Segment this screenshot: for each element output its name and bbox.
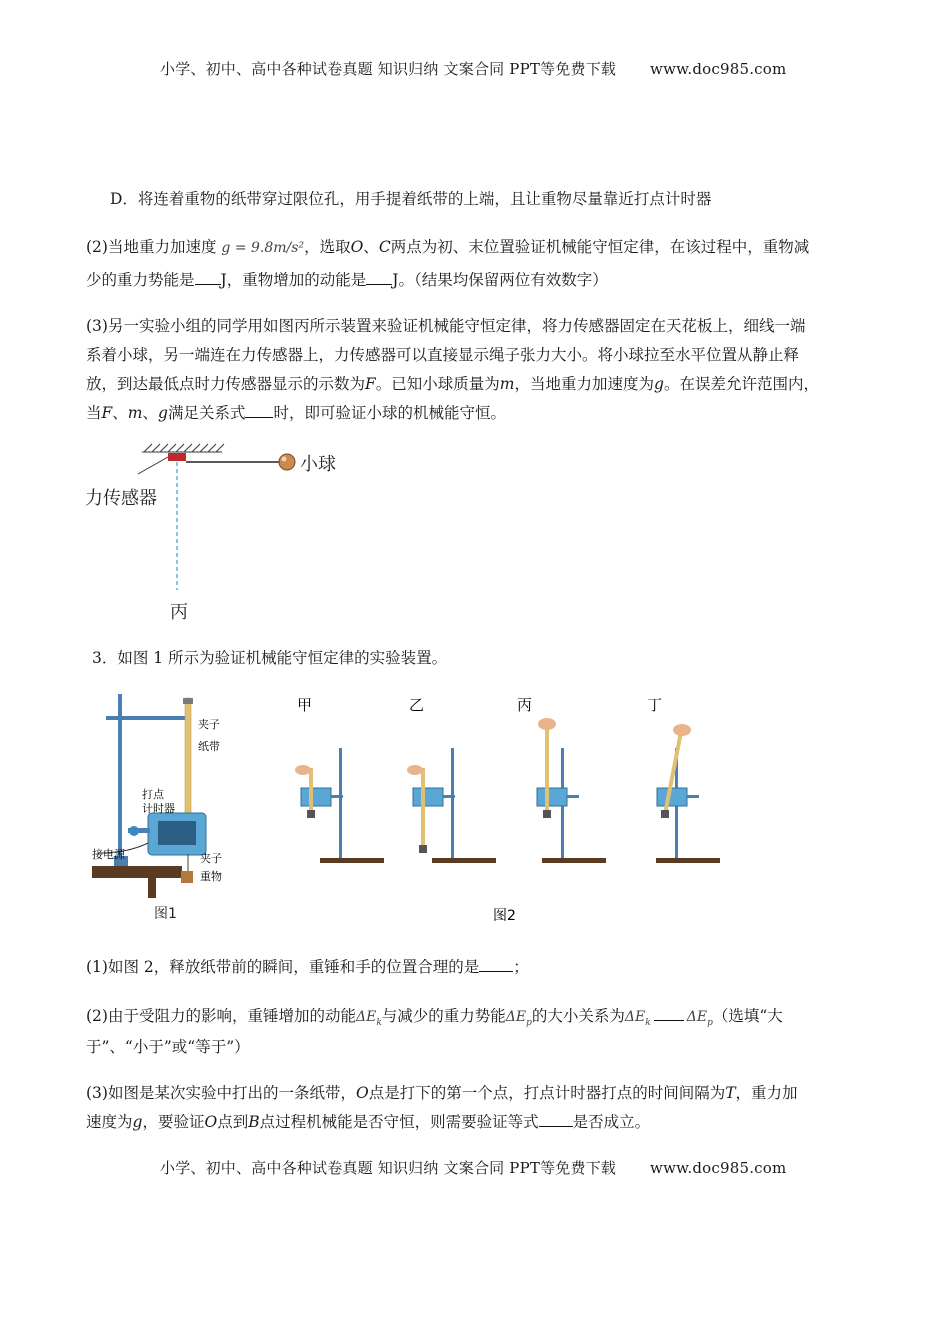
header-url[interactable]: www.doc985.com bbox=[650, 60, 787, 78]
q3-p3-1a: (3)如图是某次实验中打出的一条纸带， bbox=[86, 1084, 356, 1102]
point-o-q3: O bbox=[355, 1084, 369, 1102]
table-top bbox=[92, 866, 182, 878]
q3-part1 bbox=[86, 953, 529, 982]
var-f-2: F bbox=[101, 404, 113, 422]
l3a: 放，到达最低点时力传感器显示的示数为 bbox=[86, 375, 366, 393]
q3-p2-a: (2)由于受阻力的影响，重锤增加的动能 bbox=[86, 1007, 356, 1025]
l4b: 、 bbox=[112, 404, 128, 422]
ek-sub: k bbox=[376, 1018, 382, 1029]
q2-part3-line4 bbox=[86, 399, 506, 428]
q3-p3-2c: 点到 bbox=[217, 1113, 249, 1131]
blank-equation[interactable] bbox=[539, 1110, 573, 1127]
weight bbox=[181, 871, 193, 883]
panel-yi bbox=[407, 748, 496, 863]
point-o: O bbox=[350, 238, 364, 256]
figure-1-apparatus bbox=[88, 688, 248, 928]
ball bbox=[279, 454, 295, 470]
q2-part2-post: 两点为初、末位置验证机械能守恒定律，在该过程中，重物减 bbox=[390, 238, 810, 256]
label-clip-top: 夹子 bbox=[198, 718, 220, 731]
ek-sub-2: k bbox=[645, 1018, 651, 1029]
sensor-leader bbox=[138, 457, 168, 474]
l4d: 满足关系式 bbox=[167, 404, 246, 422]
q2-part2-mid: ，选取 bbox=[304, 238, 351, 256]
delta-ep: ΔE bbox=[505, 1009, 527, 1025]
figure-2-panels bbox=[285, 690, 755, 930]
page-header bbox=[160, 58, 786, 79]
q2-part2-line2 bbox=[86, 266, 608, 295]
ep-sub-2: p bbox=[707, 1018, 713, 1029]
label-timer-1: 打点 bbox=[142, 788, 164, 801]
var-g-q3: g bbox=[132, 1113, 143, 1131]
stand-arm bbox=[106, 716, 188, 720]
option-d: D．将连着重物的纸带穿过限位孔，用手提着纸带的上端，且让重物尽量靠近打点计时器 bbox=[110, 190, 712, 208]
l4e: 时，即可验证小球的机械能守恒。 bbox=[273, 404, 506, 422]
panel-label-ding: 丁 bbox=[647, 696, 663, 714]
delta-ek-2: ΔE bbox=[624, 1009, 646, 1025]
q2-part2-line1 bbox=[86, 233, 809, 263]
q2-part2-l2c: J。（结果均保留两位有效数字） bbox=[392, 271, 608, 289]
footer-url[interactable]: www.doc985.com bbox=[650, 1159, 787, 1177]
var-f: F bbox=[365, 375, 376, 393]
ep-sub: p bbox=[526, 1018, 532, 1029]
point-c: C bbox=[378, 238, 391, 256]
q2-part2-l2b: J，重物增加的动能是 bbox=[220, 271, 367, 289]
page-footer bbox=[160, 1157, 786, 1178]
l3c: ，当地重力加速度为 bbox=[514, 375, 655, 393]
q2-part3-line3 bbox=[86, 370, 819, 399]
q3-p2-c: 的大小关系为 bbox=[531, 1007, 625, 1025]
label-timer-2: 计时器 bbox=[142, 802, 175, 815]
timer-face bbox=[158, 821, 196, 845]
delta-ep-2: ΔE bbox=[686, 1009, 708, 1025]
point-b: B bbox=[248, 1113, 260, 1131]
l4a: 当 bbox=[86, 404, 102, 422]
pendulum-figure bbox=[80, 440, 380, 630]
blank-relation[interactable] bbox=[245, 401, 273, 418]
l3b: 。已知小球质量为 bbox=[375, 375, 500, 393]
sep: 、 bbox=[363, 238, 379, 256]
q3-part3-line2 bbox=[86, 1108, 650, 1137]
l3d: 。在误差允许范围内， bbox=[663, 375, 819, 393]
label-clip-bottom: 夹子 bbox=[200, 852, 222, 865]
gravity-formula: g = 9.8m/s² bbox=[221, 240, 305, 256]
var-m-2: m bbox=[127, 404, 143, 422]
panel-jia bbox=[295, 748, 384, 863]
label-weight: 重物 bbox=[200, 870, 222, 883]
panel-ding bbox=[656, 724, 720, 863]
ball-label: 小球 bbox=[300, 454, 336, 475]
q3-part1-post: ； bbox=[513, 958, 529, 976]
q3-p2-d: （选填“大 bbox=[712, 1007, 783, 1025]
q3-p3-1b: 点是打下的第一个点，打点计时器打点的时间间隔为 bbox=[368, 1084, 726, 1102]
q3-p3-1c: ，重力加 bbox=[735, 1084, 798, 1102]
q3-part1-text: (1)如图 2，释放纸带前的瞬间，重锤和手的位置合理的是 bbox=[86, 958, 480, 976]
panel-label-bing: 丙 bbox=[517, 696, 533, 714]
var-g: g bbox=[654, 375, 664, 393]
panel-label-jia: 甲 bbox=[297, 696, 313, 714]
delta-ek: ΔE bbox=[355, 1009, 377, 1025]
q3-p3-2e: 是否成立。 bbox=[572, 1113, 651, 1131]
blank-position-choice[interactable] bbox=[479, 955, 513, 972]
top-clip bbox=[183, 698, 193, 704]
var-t: T bbox=[725, 1084, 736, 1102]
figure-caption-bing: 丙 bbox=[170, 602, 188, 623]
var-g-2: g bbox=[158, 404, 168, 422]
q2-part3-line2: 系着小球，另一端连在力传感器上，力传感器可以直接显示绳子张力大小。将小球拉至水平位置从静止释 bbox=[86, 346, 800, 364]
label-power: 接电源 bbox=[92, 848, 125, 861]
q3-p3-2a: 速度为 bbox=[86, 1113, 133, 1131]
label-paper-tape: 纸带 bbox=[198, 740, 220, 753]
q2-part2-pre: (2)当地重力加速度 bbox=[86, 238, 217, 256]
var-m: m bbox=[499, 375, 515, 393]
q3-part3-line1 bbox=[86, 1079, 798, 1108]
header-text: 小学、初中、高中各种试卷真题 知识归纳 文案合同 PPT等免费下载 bbox=[160, 60, 617, 78]
l4c: 、 bbox=[142, 404, 159, 422]
panel-label-yi: 乙 bbox=[409, 696, 425, 714]
q3-intro: 3．如图 1 所示为验证机械能守恒定律的实验装置。 bbox=[92, 649, 448, 667]
blank-potential-energy[interactable] bbox=[195, 268, 221, 285]
footer-text: 小学、初中、高中各种试卷真题 知识归纳 文案合同 PPT等免费下载 bbox=[160, 1159, 617, 1177]
panel-bing bbox=[537, 718, 606, 863]
q3-part2-line2: 于”、“小于”或“等于”） bbox=[86, 1038, 250, 1056]
force-sensor bbox=[168, 453, 186, 461]
ceiling-hatch bbox=[142, 444, 224, 452]
blank-comparison[interactable] bbox=[654, 1004, 684, 1021]
q3-p2-b: 与减少的重力势能 bbox=[381, 1007, 506, 1025]
blank-kinetic-energy[interactable] bbox=[366, 268, 392, 285]
q2-part2-l2a: 少的重力势能是 bbox=[86, 271, 195, 289]
sensor-label: 力传感器 bbox=[85, 488, 157, 509]
figure-1-caption: 图1 bbox=[154, 906, 177, 922]
q2-part3-line1: (3)另一实验小组的同学用如图丙所示装置来验证机械能守恒定律，将力传感器固定在天花板上，细线一端 bbox=[86, 317, 806, 335]
q3-p3-2d: 点过程机械能是否守恒，则需要验证等式 bbox=[259, 1113, 539, 1131]
point-o-q3-2: O bbox=[204, 1113, 218, 1131]
figure-2-caption: 图2 bbox=[493, 908, 516, 924]
q3-p3-2b: ，要验证 bbox=[142, 1113, 205, 1131]
